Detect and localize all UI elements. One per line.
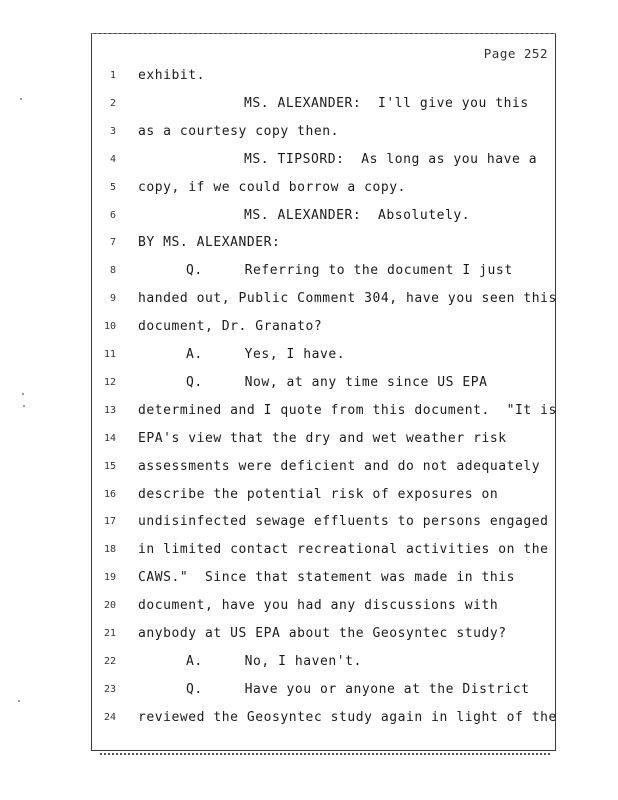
line-number: 9 — [109, 293, 116, 305]
line-text: as a courtesy copy then. — [138, 123, 340, 139]
line-number: 22 — [103, 655, 116, 667]
scan-speck — [22, 393, 24, 395]
line-text: anybody at US EPA about the Geosyntec study? — [138, 626, 507, 641]
transcript-line — [0, 459, 560, 477]
line-text: Q. Have you or anyone at the District — [186, 681, 530, 697]
line-number: 19 — [103, 572, 116, 584]
line-number: 2 — [109, 97, 116, 109]
line-text: reviewed the Geosyntec study again in light of the — [138, 709, 557, 725]
scan-speck — [23, 405, 25, 407]
line-number: 16 — [103, 488, 116, 500]
line-number: 20 — [103, 600, 116, 612]
line-number: 6 — [109, 209, 116, 221]
line-text: describe the potential risk of exposures on — [138, 486, 499, 502]
line-text: handed out, Public Comment 304, have you seen this — [138, 291, 557, 307]
transcript-line — [0, 626, 560, 644]
transcript-line — [0, 291, 560, 309]
line-text: exhibit. — [138, 68, 206, 83]
page-bottom-edge — [100, 753, 550, 755]
transcript-line — [0, 208, 560, 226]
line-text: BY MS. ALEXANDER: — [138, 235, 281, 251]
line-text: Q. Now, at any time since US EPA — [186, 374, 488, 390]
transcript-line — [0, 263, 560, 281]
line-text: copy, if we could borrow a copy. — [138, 179, 407, 195]
line-text: assessments were deficient and do not adequately — [138, 458, 541, 474]
transcript-line — [0, 654, 560, 672]
line-number: 15 — [103, 460, 116, 472]
line-number: 5 — [109, 181, 116, 193]
line-text: in limited contact recreational activities on the — [138, 542, 549, 558]
line-text: CAWS." Since that statement was made in this — [138, 570, 515, 586]
transcript-line — [0, 180, 560, 198]
transcript-line — [0, 375, 560, 393]
line-text: document, Dr. Granato? — [138, 319, 323, 335]
transcript-line — [0, 96, 560, 114]
line-number: 13 — [103, 404, 116, 416]
line-number: 4 — [109, 153, 116, 165]
line-text: determined and I quote from this document. "It is — [138, 402, 557, 418]
line-number: 10 — [103, 321, 116, 333]
transcript-line — [0, 570, 560, 588]
transcript-line — [0, 431, 560, 449]
page-top-edge — [91, 33, 556, 36]
line-number: 21 — [103, 628, 116, 639]
transcript-line — [0, 124, 560, 142]
transcript-line — [0, 347, 560, 365]
scan-speck — [20, 98, 22, 100]
page-number: Page 252 — [483, 46, 548, 61]
line-text: document, have you had any discussions with — [138, 598, 499, 614]
line-text: A. No, I haven't. — [186, 653, 362, 669]
transcript-line — [0, 235, 560, 253]
transcript-line — [0, 682, 560, 700]
transcript-line — [0, 542, 560, 560]
line-text: Q. Referring to the document I just — [186, 263, 513, 279]
line-number: 3 — [109, 125, 116, 137]
transcript-line — [0, 319, 560, 337]
transcript-line — [0, 710, 560, 728]
line-text: EPA's view that the dry and wet weather risk — [138, 430, 507, 446]
transcript-line — [0, 598, 560, 616]
transcript-line — [0, 68, 560, 86]
line-number: 11 — [103, 349, 116, 360]
line-number: 12 — [103, 376, 116, 388]
line-number: 18 — [103, 544, 116, 556]
line-text: A. Yes, I have. — [186, 347, 346, 362]
line-number: 17 — [103, 516, 116, 528]
transcript-line — [0, 487, 560, 505]
transcript-line — [0, 403, 560, 421]
line-text: MS. TIPSORD: As long as you have a — [244, 151, 538, 167]
line-text: undisinfected sewage effluents to persons engaged — [138, 514, 549, 530]
line-text: MS. ALEXANDER: I'll give you this — [244, 95, 529, 111]
line-number: 7 — [109, 237, 116, 249]
line-number: 24 — [103, 711, 116, 723]
line-number: 1 — [109, 70, 116, 81]
line-number: 8 — [109, 265, 116, 277]
line-number: 23 — [103, 683, 116, 695]
transcript-line — [0, 152, 560, 170]
line-number: 14 — [103, 432, 116, 444]
scan-speck — [18, 700, 20, 702]
transcript-line — [0, 514, 560, 532]
line-text: MS. ALEXANDER: Absolutely. — [244, 207, 471, 223]
